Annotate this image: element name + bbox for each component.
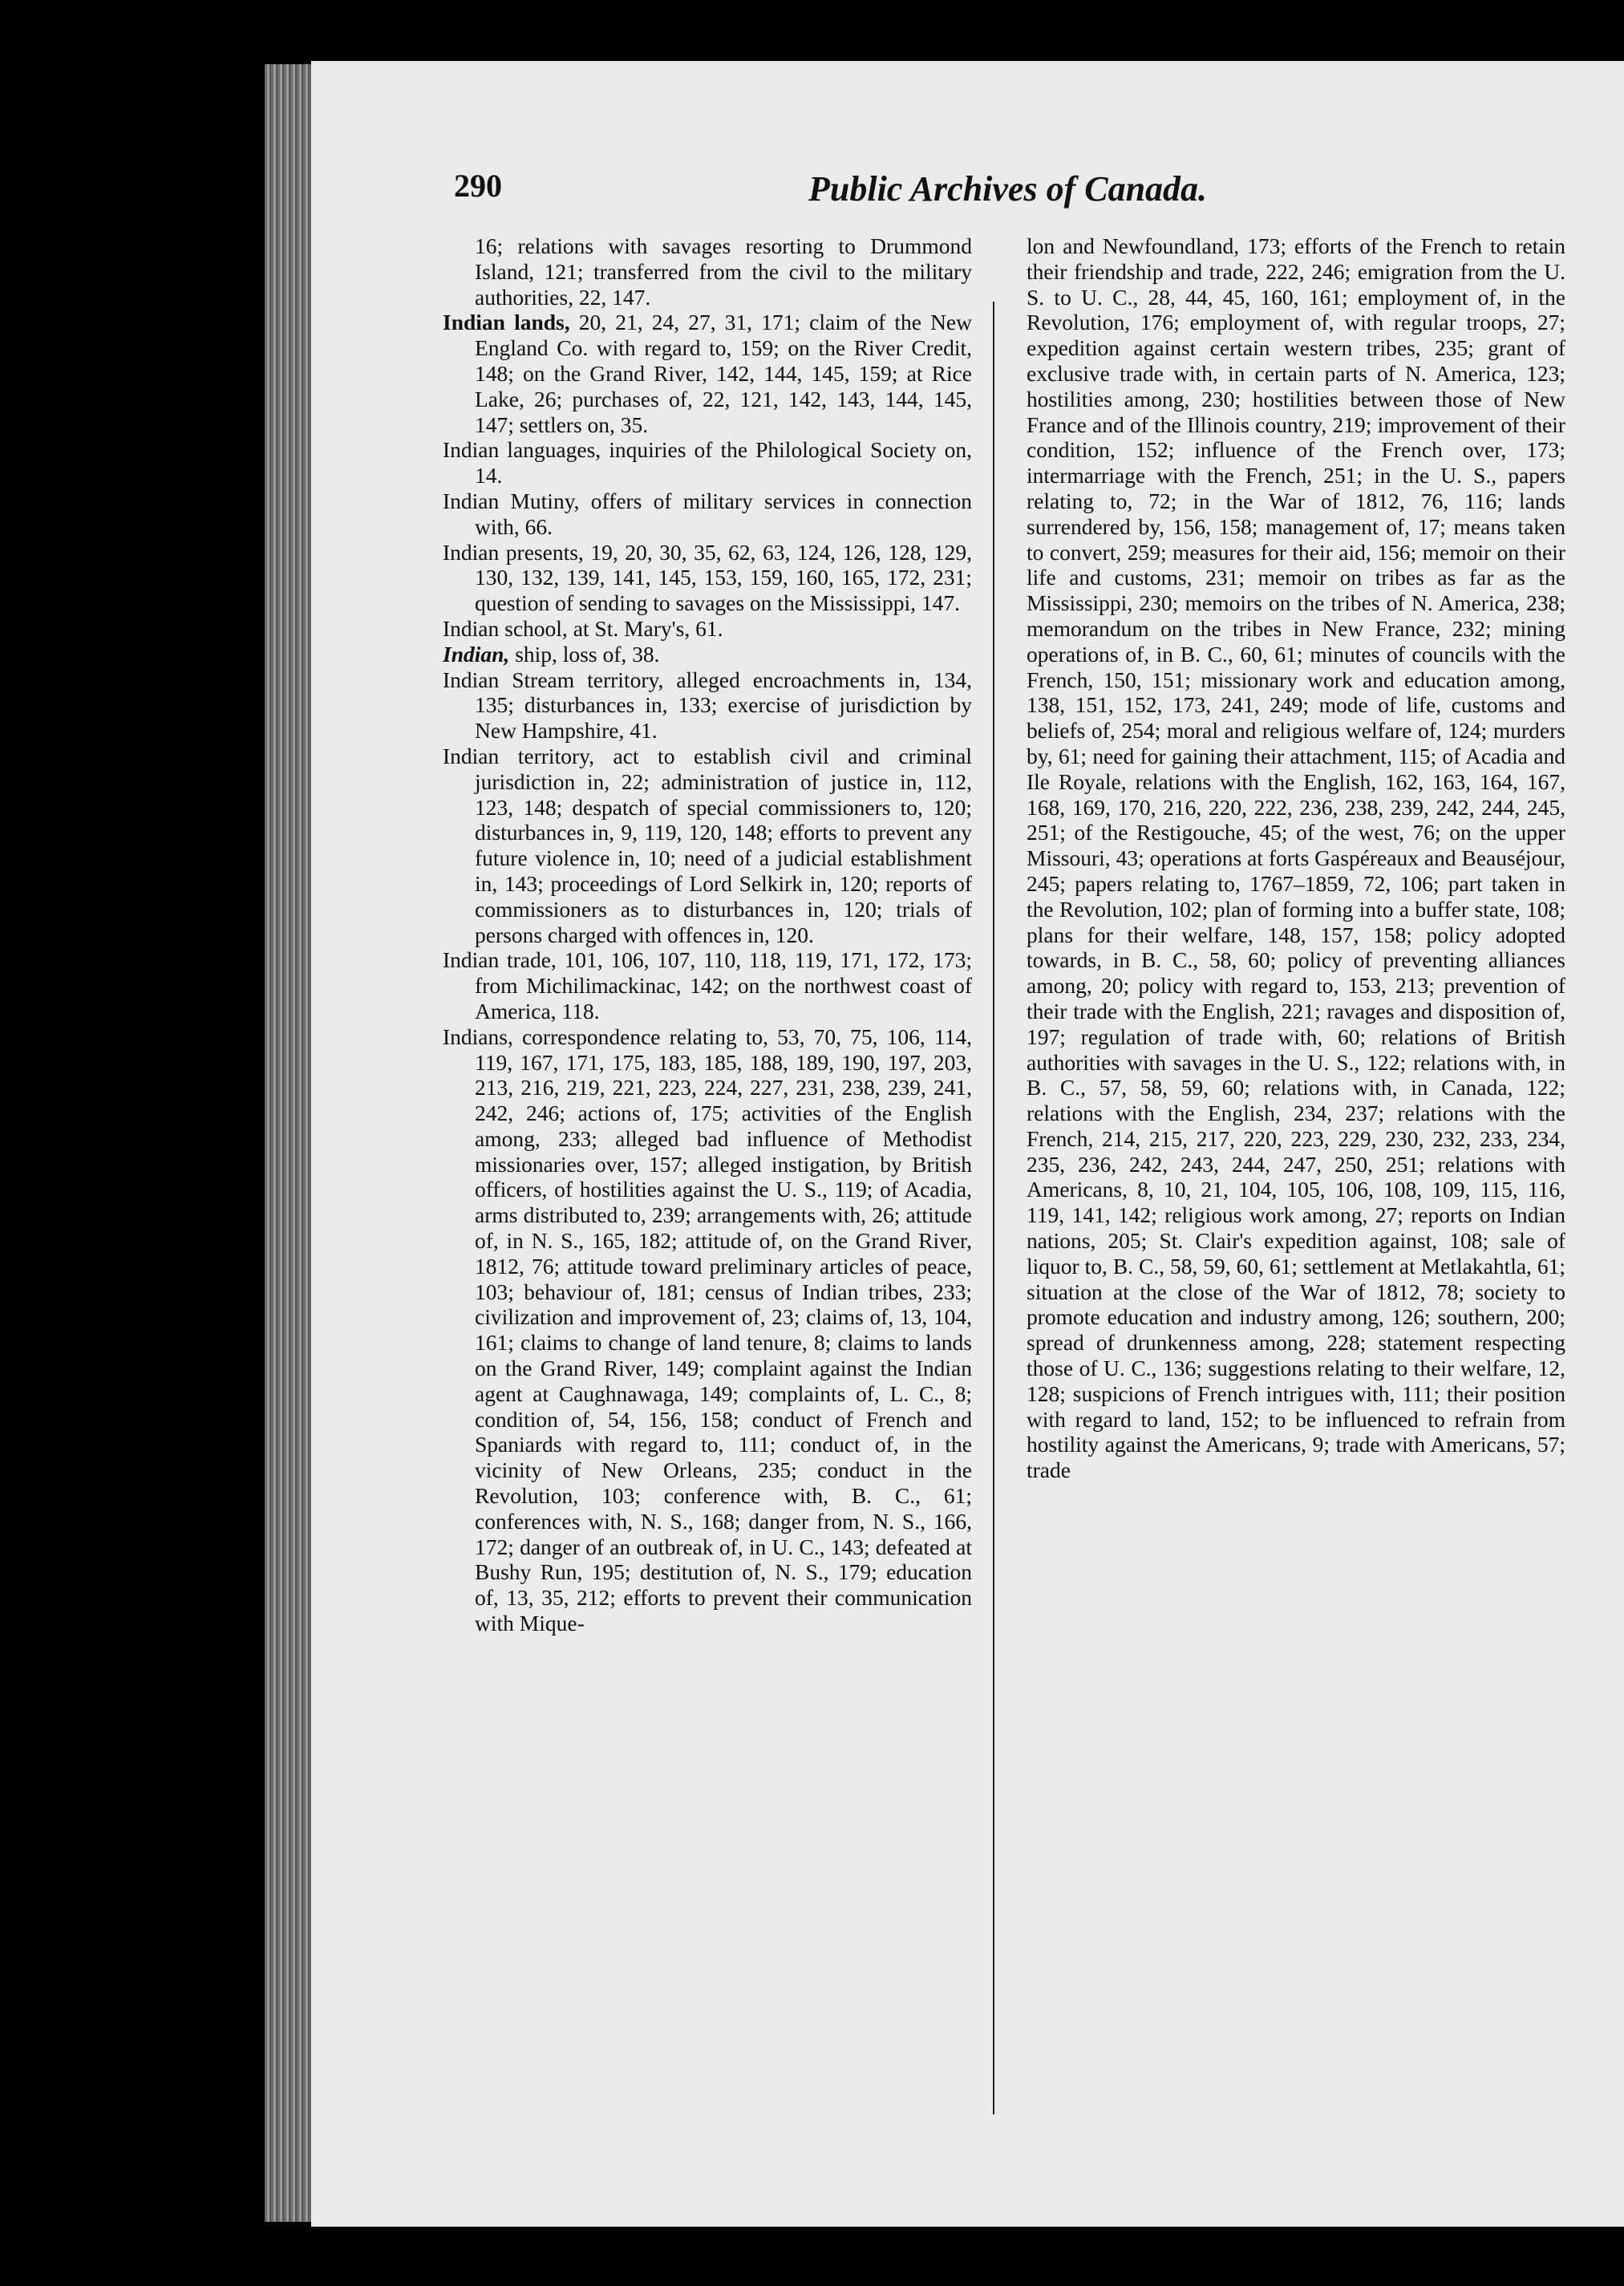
entry-heading: Indian Mutiny, [443, 488, 580, 513]
entry-heading: Indian Stream territory, [443, 667, 664, 692]
index-entry [443, 540, 972, 616]
index-entry-continuation [1027, 233, 1565, 1483]
column-divider [993, 302, 994, 2114]
index-entry [443, 616, 972, 642]
index-entry-continuation [443, 233, 972, 310]
index-entry [443, 744, 972, 947]
index-entry [443, 488, 972, 540]
entry-heading: Indian lands, [443, 310, 570, 335]
entry-text: offers of military services in connection with, 66. [475, 488, 973, 539]
entry-heading: Indian presents, [443, 539, 584, 565]
entry-text: 16; relations with savages resorting to Drummond Island, 121; transferred from the civil to the military authorities, 22, 147. [475, 233, 972, 310]
index-entry [443, 437, 972, 488]
entry-text: correspondence relating to, 53, 70, 75, 106, 114, 119, 167, 171, 175, 183, 185, 188, 189, 190, 197, 203, 213, 216, 219, 221, 223, 224, 227, 231, 238, 239, 241, 242, 246; actions of, 175; activities of the English among, 233; alleged bad influence of Methodist missionaries over, 157; alleged instigation, by British officers, of hostilities against the U. S., 119; of Acadia, arms distributed to, 239; arrangements with, 26; attitude of, in N. S., 165, 182; attitude of, on the Grand River, 1812, 76; attitude toward preliminary articles of peace, 103; behaviour of, 181; census of Indian tribes, 233; civilization and improvement of, 23; claims of, 13, 104, 161; claims to change of land tenure, 8; claims to lands on the Grand River, 149; complaint against the Indian agent at Caughnawaga, 149; complaints of, L. C., 8; condition of, 54, 156, 158; conduct of French and Spaniards with regard to, 111; conduct of, in the vicinity of New Orleans, 235; conduct in the Revolution, 103; conference with, B. C., 61; conferences with, N. S., 168; danger from, N. S., 166, 172; danger of an outbreak of, in U. C., 143; defeated at Bushy Run, 195; destitution of, N. S., 179; education of, 13, 35, 212; efforts to prevent their communication with Mique- [475, 1023, 972, 1636]
index-column-left [443, 233, 972, 1636]
entry-heading: Indian school, [443, 615, 568, 641]
entry-heading: Indian, [443, 641, 510, 667]
index-entry [443, 310, 972, 437]
entry-text: 101, 106, 107, 110, 118, 119, 171, 172, 173; from Michilimackinac, 142; on the northwest coast of America, 118. [475, 947, 972, 1023]
entry-text: alleged encroachments in, 134, 135; disturbances in, 133; exercise of jurisdiction by New Hampshire, 41. [475, 667, 972, 744]
entry-heading: Indian territory, [443, 743, 594, 768]
page-number: 290 [454, 168, 502, 204]
index-entry [443, 947, 972, 1023]
entry-heading: Indian trade, [443, 947, 557, 973]
entry-text: lon and Newfoundland, 173; efforts of the French to retain their friendship and trade, 222, 246; emigration from the U. S. to U. C., 28, 44, 45, 160, 161; employment of, in the Revolution, 176; employment of, with regular troops, 27; expedition against certain western tribes, 235; grant of exclusive trade with, in certain parts of N. America, 123; hostilities among, 230; hostilities between those of New France and of the Illinois country, 219; improvement of their condition, 152; influence of the French over, 173; intermarriage with the French, 251; in the U. S., papers relating to, 72; in the War of 1812, 76, 116; lands surrendered by, 156, 158; management of, 17; means taken to convert, 259; measures for their aid, 156; memoir on their life and customs, 231; memoir on tribes as far as the Mississippi, 230; memoirs on the tribes of N. America, 238; memorandum on the tribes in New France, 232; mining operations of, in B. C., 60, 61; minutes of councils with the French, 150, 151; missionary work and education among, 138, 151, 152, 173, 241, 249; mode of life, customs and beliefs of, 254; moral and religious welfare of, 124; murders by, 61; need for gaining their attachment, 115; of Acadia and Ile Royale, relations with the English, 162, 163, 164, 167, 168, 169, 170, 216, 220, 222, 236, 238, 239, 242, 244, 245, 251; of the Restigouche, 45; of the west, 76; on the upper Missouri, 43; operations at forts Gaspéreaux and Beauséjour, 245; papers relating to, 1767–1859, 72, 106; part taken in the Revolution, 102; plan of forming into a buffer state, 108; plans for their welfare, 148, 157, 158; policy adopted towards, in B. C., 58, 60; policy of preventing alliances among, 20; policy with regard to, 153, 213; prevention of their trade with the English, 221; ravages and disposition of, 197; regulation of trade with, 60; relations of British authorities with savages in the U. S., 122; relations with, in B. C., 57, 58, 59, 60; relations with, in Canada, 122; relations with the English, 234, 237; relations with the French, 214, 215, 217, 220, 223, 229, 230, 232, 233, 234, 235, 236, 242, 243, 244, 247, 250, 251; relations with Americans, 8, 10, 21, 104, 105, 106, 108, 109, 115, 116, 119, 141, 142; religious work among, 27; reports on Indian nations, 205; St. Clair's expedition against, 108; sale of liquor to, B. C., 58, 59, 60, 61; settlement at Metlakahtla, 61; situation at the close of the War of 1812, 78; society to promote education and industry among, 126; southern, 200; spread of drunkenness among, 228; statement respecting those of U. C., 136; suggestions relating to their welfare, 12, 128; suspicions of French intrigues with, 111; their position with regard to land, 152; to be influenced to refrain from hostility against the Americans, 9; trade with Americans, 57; trade [1027, 233, 1565, 1483]
entry-text: act to establish civil and criminal jurisdiction in, 22; administration of justice in, 112, 123, 148; despatch of special commissioners to, 120; disturbances in, 9, 119, 120, 148; efforts to prevent any future violence in, 10; need of a judicial establishment in, 143; proceedings of Lord Selkirk in, 120; reports of commissioners as to disturbances in, 120; trials of persons charged with offences in, 120. [475, 743, 972, 947]
entry-text: inquiries of the Philological Society on, 14. [475, 437, 973, 488]
index-column-right [1027, 233, 1565, 1483]
index-entry [443, 642, 972, 667]
index-entry [443, 1024, 972, 1636]
page-edge-shadow [265, 64, 313, 2222]
running-title: Public Archives of Canada. [808, 169, 1208, 209]
entry-text: at St. Mary's, 61. [567, 615, 723, 641]
entry-text: 19, 20, 30, 35, 62, 63, 124, 126, 128, 129, 130, 132, 139, 141, 145, 153, 159, 160, 165, 172, 231; question of sending to savages on the Mississippi, 147. [475, 539, 973, 616]
entry-heading: Indian languages, [443, 437, 601, 463]
entry-text: 20, 21, 24, 27, 31, 171; claim of the New England Co. with regard to, 159; on the River Credit, 148; on the Grand River, 142, 144, 145, 159; at Rice Lake, 26; purchases of, 22, 121, 142, 143, 144, 145, 147; settlers on, 35. [475, 310, 972, 437]
entry-heading: Indians, [443, 1023, 513, 1049]
index-entry [443, 667, 972, 744]
book-page [311, 61, 1624, 2227]
entry-text: ship, loss of, 38. [509, 641, 660, 667]
